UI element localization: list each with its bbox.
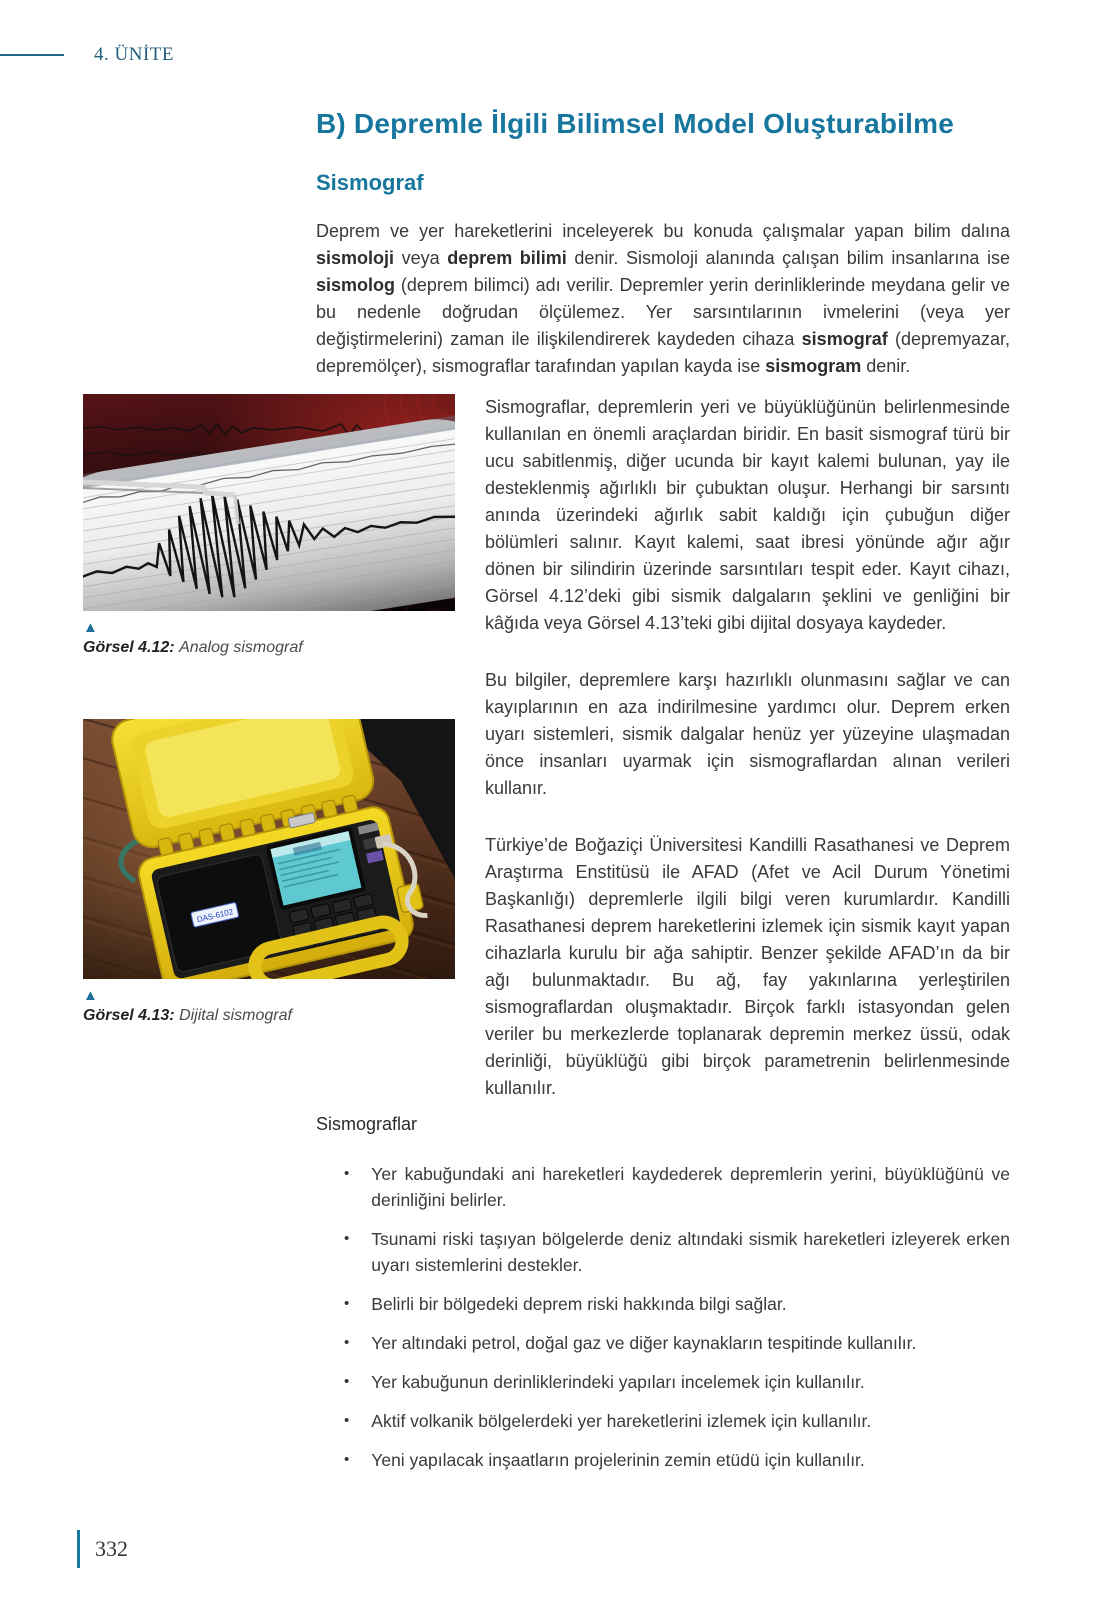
two-column-zone	[83, 394, 1010, 1102]
figure-caption	[83, 1007, 455, 1025]
caption-text: Analog sismograf	[179, 639, 303, 656]
section-title: B) Depremle İlgili Bilimsel Model Oluşturabilme	[316, 108, 954, 139]
list-item	[344, 1447, 1010, 1473]
page-number: 332	[95, 1536, 128, 1561]
figure-caption	[83, 639, 455, 657]
list-item-text: Tsunami riski taşıyan bölgelerde deniz altındaki sismik hareketleri izleyerek erken uyarı sistemlerini destekler.	[371, 1229, 1010, 1275]
caption-label: Görsel 4.12:	[83, 639, 175, 656]
bullet-icon: •	[344, 1230, 350, 1247]
list-item-text: Belirli bir bölgedeki deprem riski hakkında bilgi sağlar.	[371, 1294, 787, 1314]
page-footer	[77, 1530, 128, 1568]
figure-digital-seismograph	[83, 719, 455, 1025]
text-run: veya	[394, 248, 448, 268]
seismograph-uses-section	[316, 1114, 1010, 1473]
text-run: denir.	[861, 356, 911, 376]
bullet-icon: •	[344, 1451, 350, 1468]
bullet-icon: •	[344, 1165, 350, 1182]
list-heading: Sismograflar	[316, 1114, 418, 1134]
paragraph-kandilli-afad: Türkiye’de Boğaziçi Üniversitesi Kandilli Rasathanesi ve Deprem Araştırma Enstitüsü ile AFAD (Afet ve Acil Durum Yönetimi Başkanlığı) depremlerle ilgili bilgi veren kurumlardır. Kandilli Rasathanesi deprem hareketlerini izlemek için sismik kayıt yapan cihazlarla kurulu bir ağa sahiptir. Benzer şekilde AFAD’ın da bir ağı bulunmaktadır. Bu ağ, fay yakınlarına yerleştirilen sismograflardan oluşmaktadır. Birçok farklı istasyondan gelen veriler bu merkezlerde toplanarak depremin merkez üssü, odak derinliği, büyüklüğü gibi birçok parametrenin belirlenmesinde kullanılır.	[485, 835, 1010, 1098]
subsection-title: Sismograf	[316, 170, 424, 195]
list-item-text: Yer kabuğundaki ani hareketleri kaydederek depremlerin yerini, büyüklüğünü ve derinliğini belirler.	[371, 1164, 1010, 1210]
bullet-icon: •	[344, 1295, 350, 1312]
bold-term: deprem bilimi	[447, 248, 567, 268]
list-item	[344, 1408, 1010, 1434]
intro-paragraph	[316, 218, 1010, 380]
header-rule	[0, 54, 64, 56]
figure-analog-seismograph	[83, 394, 455, 657]
paragraph-early-warning: Bu bilgiler, depremlere karşı hazırlıklı olunmasını sağlar ve can kayıplarının en aza indirilmesine yardımcı olur. Deprem erken uyarı sistemleri, sismik dalgalar henüz yer yüzeyine ulaşmadan önce insanları uyarmak için sismograflardan alınan verileri kullanır.	[485, 670, 1010, 798]
bullet-icon: •	[344, 1412, 350, 1429]
bold-term: sismogram	[765, 356, 862, 376]
body-text-column	[485, 394, 1010, 1102]
seismograph-uses-list	[316, 1161, 1010, 1473]
list-item-text: Yer kabuğunun derinliklerindeki yapıları incelemek için kullanılır.	[371, 1372, 865, 1392]
caption-text: Dijital sismograf	[179, 1007, 292, 1024]
list-item	[344, 1369, 1010, 1395]
bold-term: sismolog	[316, 275, 396, 295]
text-run: Deprem ve yer hareketlerini inceleyerek bu konuda çalışmalar yapan bilim dalına	[316, 221, 1010, 241]
unit-header	[0, 44, 1105, 66]
triangle-up-icon: ▲	[83, 987, 98, 1004]
device-model-label: DAS-6102	[196, 907, 235, 925]
bullet-icon: •	[344, 1334, 350, 1351]
list-item-text: Yer altındaki petrol, doğal gaz ve diğer kaynakların tespitinde kullanılır.	[371, 1333, 917, 1353]
caption-label: Görsel 4.13:	[83, 1007, 175, 1024]
paragraph-seismograph-function: Sismograflar, depremlerin yeri ve büyüklüğünün belirlenmesinde kullanılan en önemli araçlardan biridir. En basit sismograf türü bir ucu sabitlenmiş, diğer ucunda bir kayıt kalemi bulunan, yay ile desteklenmiş ağırlıklı bir çubuktan oluşur. Herhangi bir sarsıntı anında üzerindeki ağırlık sabit kaldığı için çubuğun diğer bölümleri salınır. Kayıt kalemi, saat ibresi yönünde ağır ağır dönen bir silindirin üzerinde sarsıntıları tespit eder. Kayıt cihazı, Görsel 4.12’deki gibi sismik dalgaların şeklini ve genliğini bir kâğıda veya Görsel 4.13’teki gibi dijital dosyaya kaydeder.	[485, 397, 1010, 633]
digital-seismograph-photo	[83, 719, 455, 979]
footer-accent-bar	[77, 1530, 80, 1568]
bold-term: sismograf	[801, 329, 888, 349]
list-item-text: Aktif volkanik bölgelerdeki yer hareketlerini izlemek için kullanılır.	[371, 1411, 872, 1431]
list-item	[344, 1226, 1010, 1278]
text-run: (depremyazar, depremölçer), sismograflar tarafından yapılan kayda ise	[316, 329, 1010, 376]
bold-term: sismoloji	[316, 248, 395, 268]
bullet-icon: •	[344, 1373, 350, 1390]
text-run: (deprem bilimci) adı verilir. Depremler yerin derinliklerinde meydana gelir ve bu nedenle doğrudan ölçülemez. Yer sarsıntılarının ivmelerini (veya yer değiştirmelerini) zaman ile ilişkilendirerek kaydeden cihaza	[316, 275, 1010, 349]
list-item	[344, 1161, 1010, 1213]
text-run: denir. Sismoloji alanında çalışan bilim insanlarına ise	[566, 248, 1010, 268]
figure-column	[83, 394, 455, 1041]
unit-label: 4. ÜNİTE	[94, 44, 174, 65]
triangle-up-icon: ▲	[83, 619, 98, 636]
list-item	[344, 1330, 1010, 1356]
list-item-text: Yeni yapılacak inşaatların projelerinin zemin etüdü için kullanılır.	[371, 1450, 865, 1470]
list-item	[344, 1291, 1010, 1317]
analog-seismograph-photo	[83, 394, 455, 611]
